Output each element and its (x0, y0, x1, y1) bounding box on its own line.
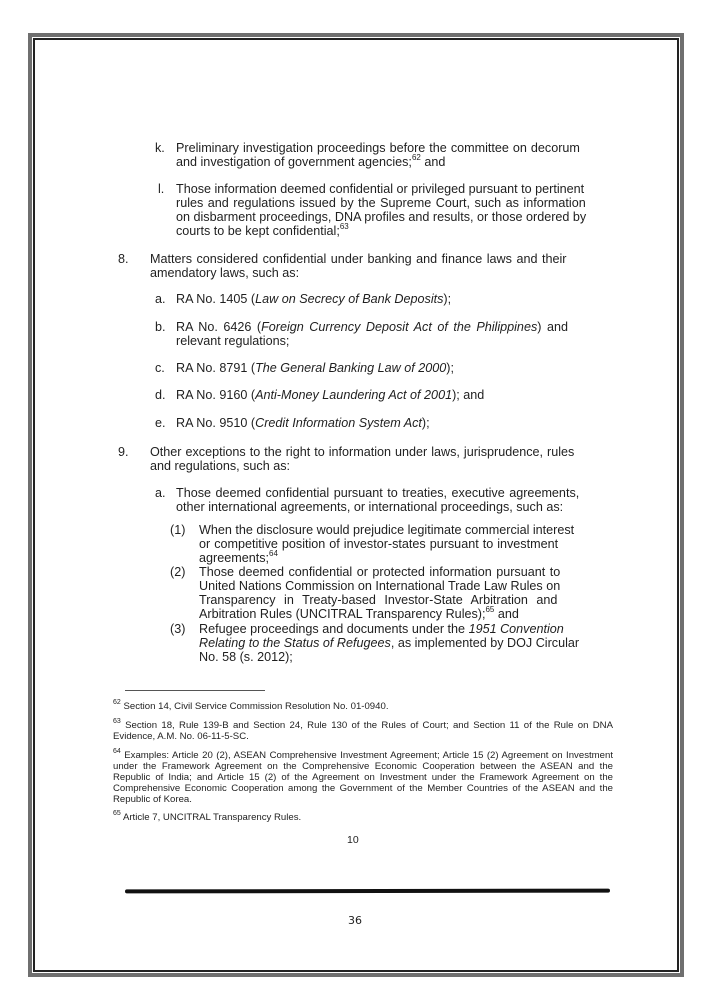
footnote-ref: 62 (411, 152, 421, 162)
law-reference: RA No. 1405 (Law on Secrecy of Bank Deposits); (176, 292, 452, 306)
sub-label: (1) (170, 523, 186, 537)
footnote: $^{64}$ Examples: Article 20 (2), ASEAN Comprehensive Investment Agreement; Article 15 (2) Agreement on Investment under the Framework Agreement on the Comprehensive Economic Cooperation between the ASEAN and the Republic of India; and Article 15 (2) of the Agreement on Investment under the Framework Agreement on the Comprehensive Economic Cooperation among the Government of the Member Countries of the ASEAN and the Republic of Korea. (113, 747, 613, 805)
item-text: amendatory laws, such as: (150, 266, 300, 280)
item-text: Those deemed confidential or protected information pursuant to (199, 565, 561, 579)
item-label: l. (158, 182, 165, 196)
item-text: other international agreements, or international proceedings, such as: (176, 500, 564, 514)
sub-label: b. (155, 320, 166, 334)
sub-label: e. (155, 416, 166, 430)
law-reference: RA No. 6426 (Foreign Currency Deposit Act of the Philippines) and (176, 320, 568, 334)
item-text: Those deemed confidential pursuant to treaties, executive agreements, (176, 486, 580, 500)
law-reference: RA No. 9510 (Credit Information System Act); (176, 416, 430, 430)
footer-rule (125, 889, 610, 894)
item-text: rules and regulations issued by the Supreme Court, such as information (176, 196, 586, 210)
item-label: 9. (118, 445, 129, 459)
sub-label: (2) (170, 565, 186, 579)
sub-label: c. (155, 361, 165, 375)
item-text: No. 58 (s. 2012); (199, 650, 293, 664)
item-label: 8. (118, 252, 129, 266)
law-reference: RA No. 9160 (Anti-Money Laundering Act of 2001); and (176, 388, 485, 402)
footnote: $^{65}$ Article 7, UNCITRAL Transparency Rules. (113, 809, 302, 823)
item-label: k. (155, 141, 165, 155)
item-text: courts to be kept confidential;$^{63}$ (176, 221, 349, 238)
item-text: Relating to the Status of Refugees, as implemented by DOJ Circular (199, 636, 580, 650)
item-text: United Nations Commission on International Trade Law Rules on (199, 579, 561, 593)
law-reference: relevant regulations; (176, 334, 290, 348)
item-text: When the disclosure would prejudice legitimate commercial interest (199, 523, 575, 537)
footnote: $^{62}$ Section 14, Civil Service Commission Resolution No. 01-0940. (113, 698, 389, 712)
footnote-ref: 64 (269, 548, 278, 558)
outer-page-number: 36 (348, 914, 362, 927)
footnote: $^{63}$ Section 18, Rule 139-B and Section 24, Rule 130 of the Rules of Court; and Section 11 of the Rule on DNA Evidence, A.M. No. 06-11-5-SC. (113, 717, 613, 742)
item-text: Those information deemed confidential or privileged pursuant to pertinent (176, 182, 585, 196)
item-text: Transparency in Treaty-based Investor-State Arbitration and (199, 593, 558, 607)
footnote-separator (125, 690, 265, 691)
item-text: Refugee proceedings and documents under the 1951 Convention (199, 622, 564, 636)
sub-label: d. (155, 388, 166, 402)
inner-page-number: 10 (347, 834, 359, 846)
item-text: and investigation of government agencies;$^{62}$ and (176, 152, 446, 169)
item-text: and regulations, such as: (150, 459, 291, 473)
item-text: agreements;$^{64}$ (199, 548, 278, 565)
item-text: Preliminary investigation proceedings before the committee on decorum (176, 141, 580, 155)
sub-label: a. (155, 486, 166, 500)
law-reference: RA No. 8791 (The General Banking Law of 2000); (176, 361, 454, 375)
footnote-ref: 63 (339, 221, 349, 231)
item-text: or competitive position of investor-states pursuant to investment (199, 537, 559, 551)
item-text: Other exceptions to the right to information under laws, jurisprudence, rules (150, 445, 575, 459)
sub-label: (3) (170, 622, 186, 636)
item-text: Matters considered confidential under banking and finance laws and their (150, 252, 567, 266)
sub-label: a. (155, 292, 166, 306)
footnote-ref: 65 (485, 604, 495, 614)
item-text: Arbitration Rules (UNCITRAL Transparency Rules);$^{65}$ and (199, 604, 519, 621)
item-text: on disbarment proceedings, DNA profiles and results, or those ordered by (176, 210, 587, 224)
